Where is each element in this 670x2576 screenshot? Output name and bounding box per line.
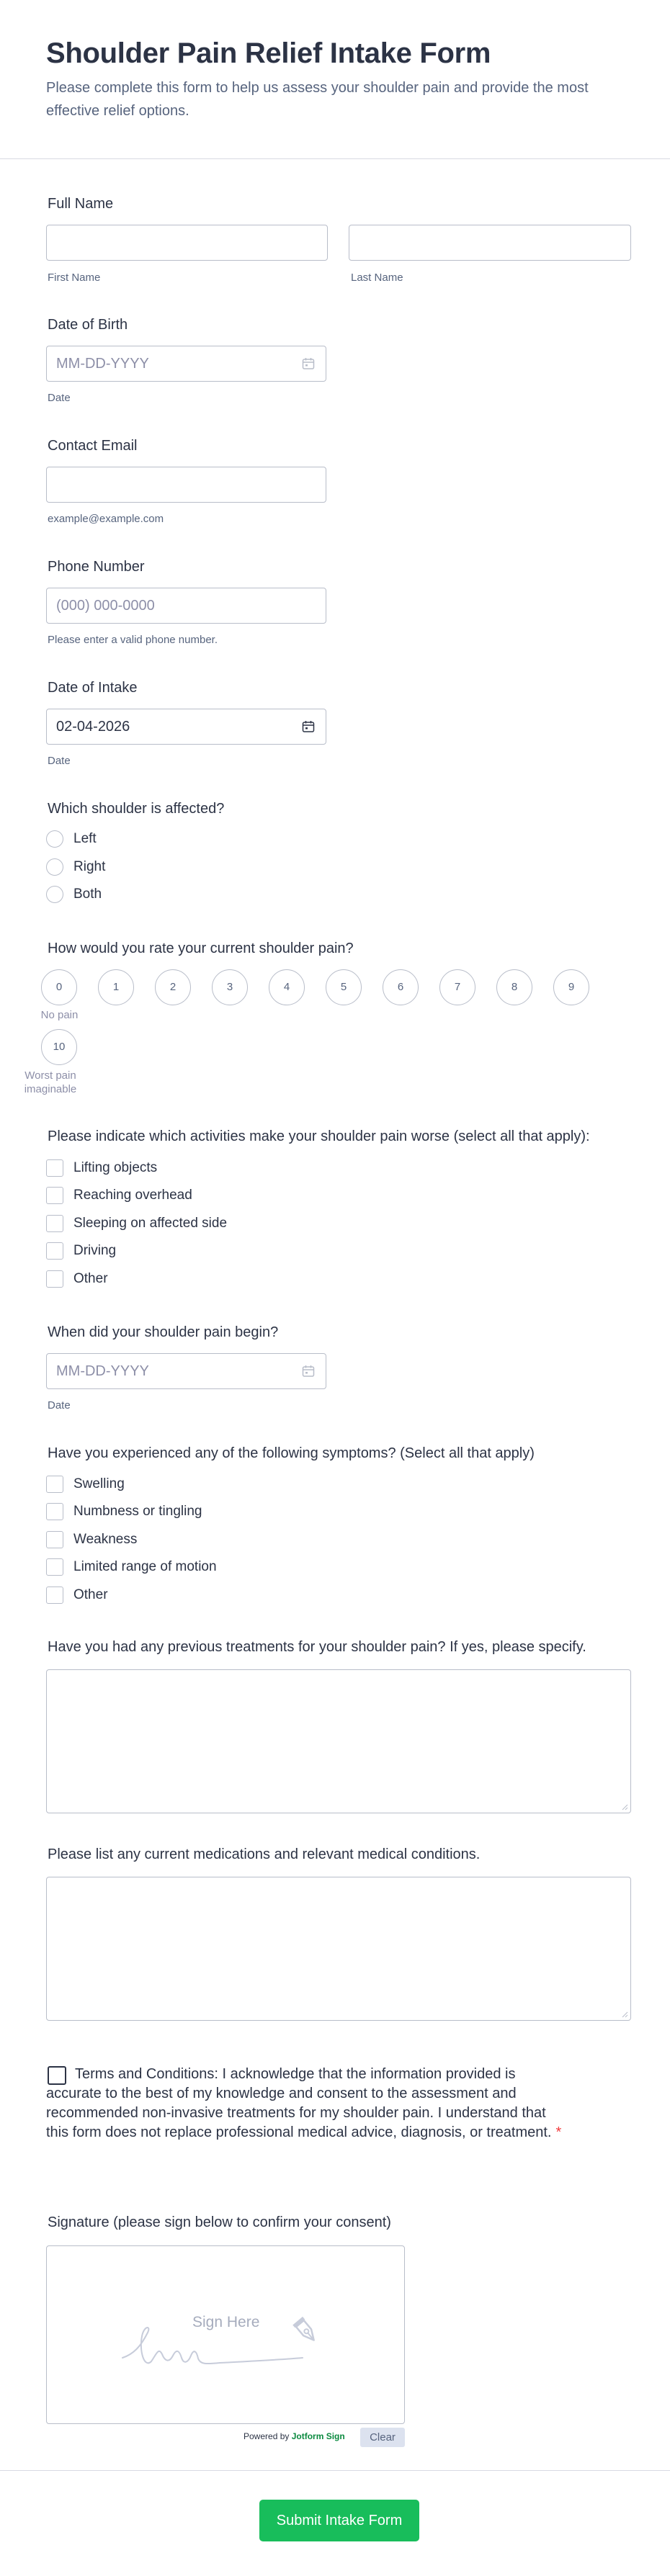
medications-textarea[interactable] [46,1877,631,2021]
dob-label: Date of Birth [48,317,128,333]
clear-signature-button[interactable]: Clear [360,2428,405,2447]
intake-date-sublabel: Date [48,755,71,767]
pain-scale-option-9[interactable]: 9 [553,969,589,1005]
pain-began-input[interactable] [46,1353,326,1389]
pen-nib-icon [290,2315,323,2348]
checkbox[interactable] [46,1242,63,1260]
radio-button[interactable] [46,830,63,848]
first-name-sublabel: First Name [48,271,101,284]
required-mark: * [555,2124,562,2140]
signature-placeholder: Sign Here [192,2314,260,2330]
pain-began-placeholder: MM-DD-YYYY [56,1363,149,1379]
pain-scale-option-0[interactable]: 0 [41,969,77,1005]
jotform-sign-brand: Jotform Sign [291,2431,345,2441]
pain-scale-label: How would you rate your current shoulder pain? [48,941,354,956]
treatments-textarea[interactable] [46,1669,631,1813]
pain-scale-option-7[interactable]: 7 [439,969,475,1005]
phone-input[interactable] [46,588,326,624]
scale-max-caption-line2: imaginable [24,1083,77,1095]
signature-pad[interactable] [46,2245,405,2424]
first-name-input[interactable] [46,225,328,261]
form-subtitle: Please complete this form to help us assess your shoulder pain and provide the most effective relief options. [46,80,589,119]
form-footer [0,2470,670,2576]
checkbox[interactable] [46,1503,63,1520]
checkbox[interactable] [46,1587,63,1604]
dob-placeholder: MM-DD-YYYY [56,356,149,372]
pain-scale-option-3[interactable]: 3 [212,969,248,1005]
radio-button[interactable] [46,858,63,876]
submit-button[interactable]: Submit Intake Form [259,2500,419,2541]
symptoms-label: Have you experienced any of the following symptoms? (Select all that apply) [48,1445,535,1461]
form-title: Shoulder Pain Relief Intake Form [46,37,491,69]
powered-by: Powered by Jotform Sign [244,2431,345,2441]
email-input[interactable] [46,467,326,503]
pain-scale-option-1[interactable]: 1 [98,969,134,1005]
checkbox[interactable] [46,1159,63,1177]
resize-grip-icon[interactable] [621,2011,628,2018]
email-sublabel: example@example.com [48,513,164,525]
signature-label: Signature (please sign below to confirm your consent) [48,2214,391,2230]
calendar-icon[interactable] [301,719,316,734]
intake-date-value: 02-04-2026 [56,719,130,735]
pain-began-label: When did your shoulder pain begin? [48,1324,279,1340]
form-header [0,0,670,159]
intake-date-input[interactable] [46,709,326,745]
phone-sublabel: Please enter a valid phone number. [48,634,218,646]
pain-began-sublabel: Date [48,1399,71,1412]
dob-sublabel: Date [48,392,71,404]
intake-date-label: Date of Intake [48,680,138,696]
checkbox[interactable] [46,1215,63,1232]
last-name-input[interactable] [349,225,631,261]
shoulder-label: Which shoulder is affected? [48,801,225,817]
checkbox[interactable] [46,1187,63,1204]
checkbox[interactable] [46,1531,63,1548]
pain-scale-option-2[interactable]: 2 [155,969,191,1005]
pain-scale-option-5[interactable]: 5 [326,969,362,1005]
pain-scale-option-8[interactable]: 8 [496,969,532,1005]
scale-min-caption: No pain [40,1009,79,1021]
email-label: Contact Email [48,438,138,454]
checkbox[interactable] [46,1270,63,1288]
phone-label: Phone Number [48,559,145,575]
full-name-label: Full Name [48,196,114,212]
scale-max-caption-line1: Worst pain [24,1069,76,1082]
pain-scale-option-6[interactable]: 6 [383,969,419,1005]
activities-label: Please indicate which activities make your shoulder pain worse (select all that apply): [48,1128,590,1144]
checkbox[interactable] [46,1558,63,1576]
pain-scale-option-4[interactable]: 4 [269,969,305,1005]
medications-label: Please list any current medications and relevant medical conditions. [48,1846,481,1862]
treatments-label: Have you had any previous treatments for your shoulder pain? If yes, please specify. [48,1639,586,1655]
resize-grip-icon[interactable] [621,1803,628,1810]
pain-scale-option-10[interactable]: 10 [41,1029,77,1065]
phone-placeholder: (000) 000-0000 [56,598,155,614]
last-name-sublabel: Last Name [351,271,403,284]
calendar-icon[interactable] [301,356,316,371]
dob-input[interactable] [46,346,326,382]
radio-button[interactable] [46,886,63,903]
terms-text: Terms and Conditions: I acknowledge that the information provided is accurate to the best of my knowledge and consent to the assessment and recommended non-invasive treatments for my shoulder pain. I understand that this form does not replace professional medical advice, diagnosis, or treatment. * [46,2066,562,2140]
checkbox[interactable] [46,1476,63,1493]
calendar-icon[interactable] [301,1364,316,1378]
